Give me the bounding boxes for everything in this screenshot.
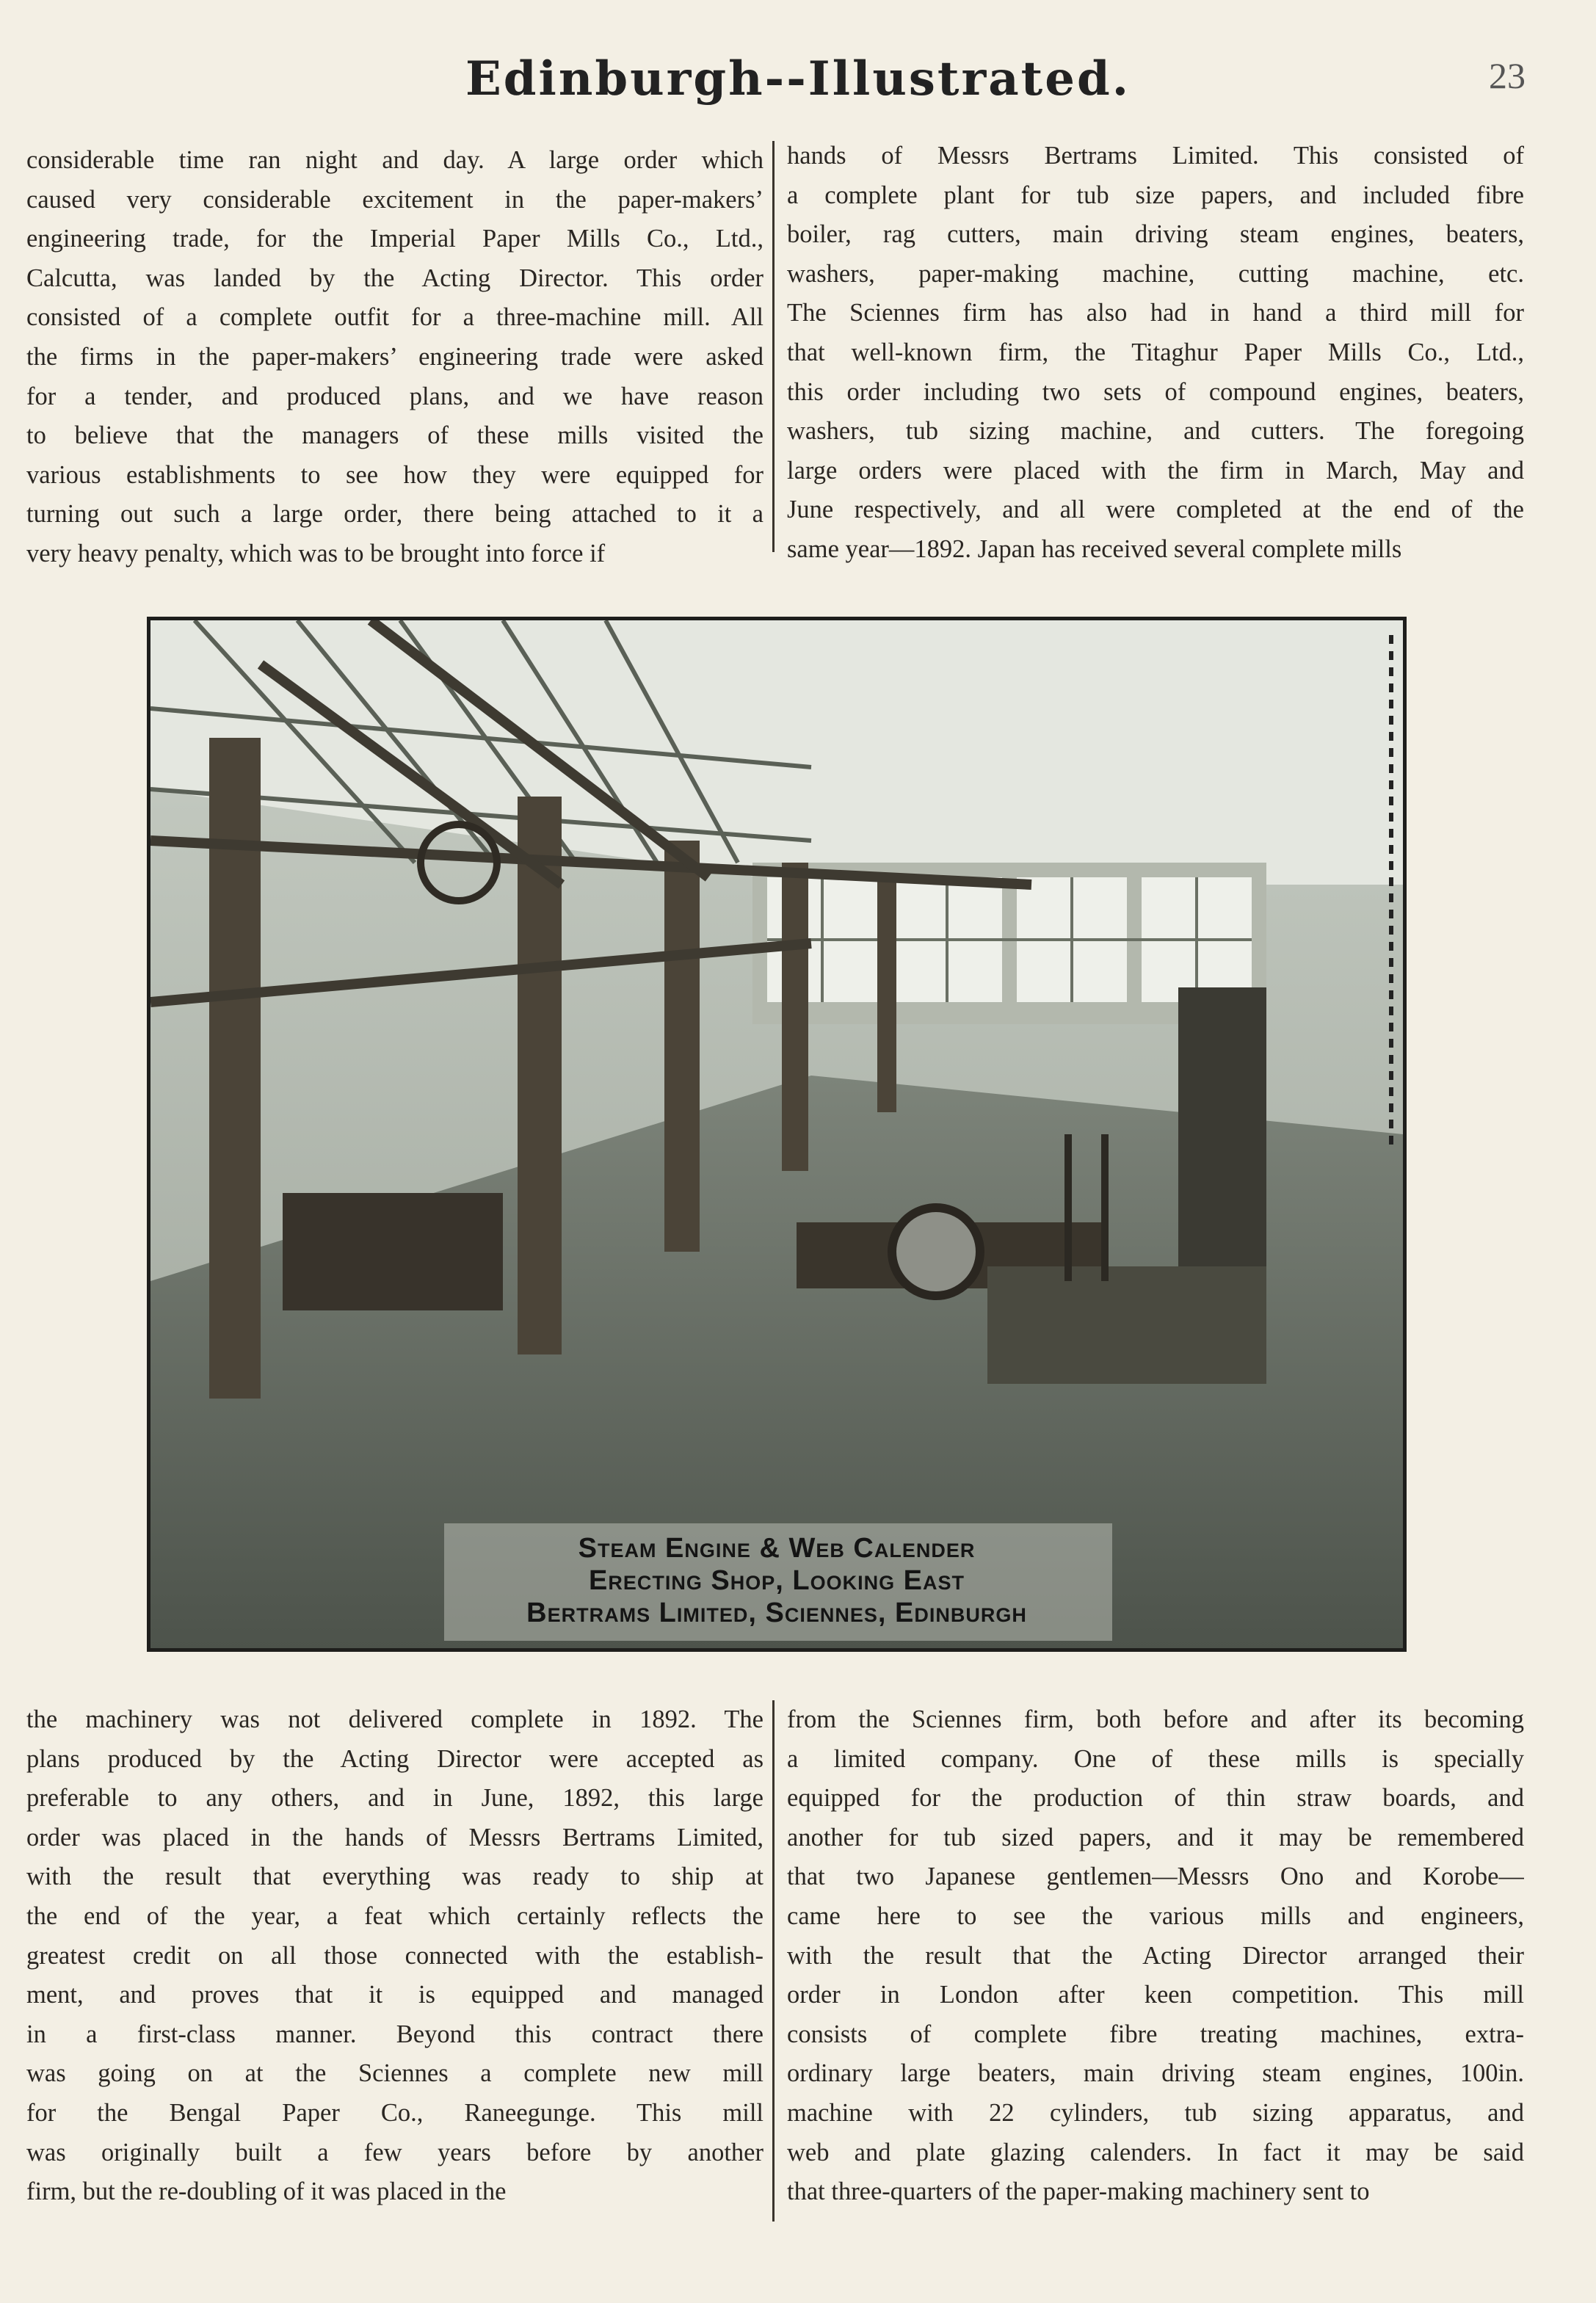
text-line: large orders were placed with the firm in March, May and: [787, 456, 1524, 485]
text-line: same year—1892. Japan has received several complete mills: [787, 534, 1402, 563]
text-line: the end of the year, a feat which certainly reflects the: [26, 1901, 763, 1930]
text-line: caused very considerable excitement in the paper-makers’: [26, 185, 763, 214]
page-header: [0, 44, 1596, 110]
text-line: washers, tub sizing machine, and cutters. The foregoing: [787, 417, 1524, 446]
text-line: order was placed in the hands of Messrs Bertrams Limited,: [26, 1823, 763, 1852]
text-line: that well-known firm, the Titaghur Paper Mills Co., Ltd.,: [787, 338, 1524, 366]
text-line: a complete plant for tub size papers, and included fibre: [787, 181, 1524, 209]
figure-photograph: [147, 617, 1407, 1652]
text-line: The Sciennes firm has also had in hand a third mill for: [787, 299, 1524, 327]
text-line: a limited company. One of these mills is specially: [787, 1744, 1524, 1773]
column-top-left: [26, 141, 763, 574]
caption-line-1: Steam Engine & Web Calender: [578, 1533, 976, 1564]
text-line: Calcutta, was landed by the Acting Director. This order: [26, 264, 763, 292]
column-bottom-right: [787, 1700, 1524, 2212]
text-line: with the result that everything was ready to ship at: [26, 1863, 763, 1891]
column-bottom-left: [26, 1700, 763, 2212]
caption-line-3: Bertrams Limited, Sciennes, Edinburgh: [526, 1597, 1027, 1628]
text-line: ment, and proves that it is equipped and managed: [26, 1981, 763, 2009]
text-line: order in London after keen competition. This mill: [787, 1981, 1524, 2009]
text-line: plans produced by the Acting Director were accepted as: [26, 1744, 763, 1773]
text-line: preferable to any others, and in June, 1892, this large: [26, 1784, 763, 1813]
text-line: that two Japanese gentlemen—Messrs Ono and Korobe—: [787, 1863, 1524, 1891]
text-line: engineering trade, for the Imperial Paper Mills Co., Ltd.,: [26, 225, 763, 253]
text-line: the machinery was not delivered complete in 1892. The: [26, 1705, 763, 1733]
text-line: turning out such a large order, there being attached to it a: [26, 500, 763, 529]
text-line: consists of complete fibre treating machines, extra-: [787, 2020, 1524, 2048]
page-number: 23: [1489, 55, 1526, 96]
text-line: was originally built a few years before by another: [26, 2138, 763, 2166]
text-line: web and plate glazing calenders. In fact it may be said: [787, 2138, 1524, 2166]
text-line: greatest credit on all those connected with the establish-: [26, 1941, 763, 1970]
text-line: equipped for the production of thin straw boards, and: [787, 1784, 1524, 1813]
text-line: this order including two sets of compound engines, beaters,: [787, 377, 1524, 406]
workshop-engraving: [150, 620, 1403, 1648]
text-line: for a tender, and produced plans, and we have reason: [26, 382, 763, 410]
text-line: to believe that the managers of these mills visited the: [26, 421, 763, 450]
running-title: Edinburgh--Illustrated.: [465, 51, 1131, 106]
text-line: machine with 22 cylinders, tub sizing apparatus, and: [787, 2098, 1524, 2127]
text-line: boiler, rag cutters, main driving steam engines, beaters,: [787, 220, 1524, 249]
text-line: with the result that the Acting Director arranged their: [787, 1941, 1524, 1970]
text-line: another for tub sized papers, and it may be remembered: [787, 1823, 1524, 1852]
text-line: for the Bengal Paper Co., Raneegunge. This mill: [26, 2098, 763, 2127]
text-line: from the Sciennes firm, both before and after its becoming: [787, 1705, 1524, 1733]
text-line: considerable time ran night and day. A large order which: [26, 146, 763, 174]
caption-line-2: Erecting Shop, Looking East: [589, 1565, 965, 1596]
text-line: the firms in the paper-makers’ engineering trade were asked: [26, 342, 763, 371]
text-line: firm, but the re-doubling of it was placed in the: [26, 2177, 507, 2206]
column-divider-top: [772, 141, 775, 552]
text-line: June respectively, and all were completed at the end of the: [787, 496, 1524, 524]
text-line: washers, paper-making machine, cutting machine, etc.: [787, 259, 1524, 288]
column-divider-bottom: [772, 1700, 775, 2222]
text-line: hands of Messrs Bertrams Limited. This consisted of: [787, 142, 1524, 170]
text-line: that three-quarters of the paper-making machinery sent to: [787, 2177, 1370, 2206]
text-line: came here to see the various mills and engineers,: [787, 1901, 1524, 1930]
text-line: in a first-class manner. Beyond this contract there: [26, 2020, 763, 2048]
text-line: very heavy penalty, which was to be brought into force if: [26, 539, 606, 567]
text-line: was going on at the Sciennes a complete new mill: [26, 2059, 763, 2088]
text-line: various establishments to see how they were equipped for: [26, 460, 763, 489]
text-line: consisted of a complete outfit for a three-machine mill. All: [26, 303, 763, 332]
column-top-right: [787, 137, 1524, 570]
text-line: ordinary large beaters, main driving steam engines, 100in.: [787, 2059, 1524, 2088]
figure-caption: [341, 1532, 1212, 1629]
